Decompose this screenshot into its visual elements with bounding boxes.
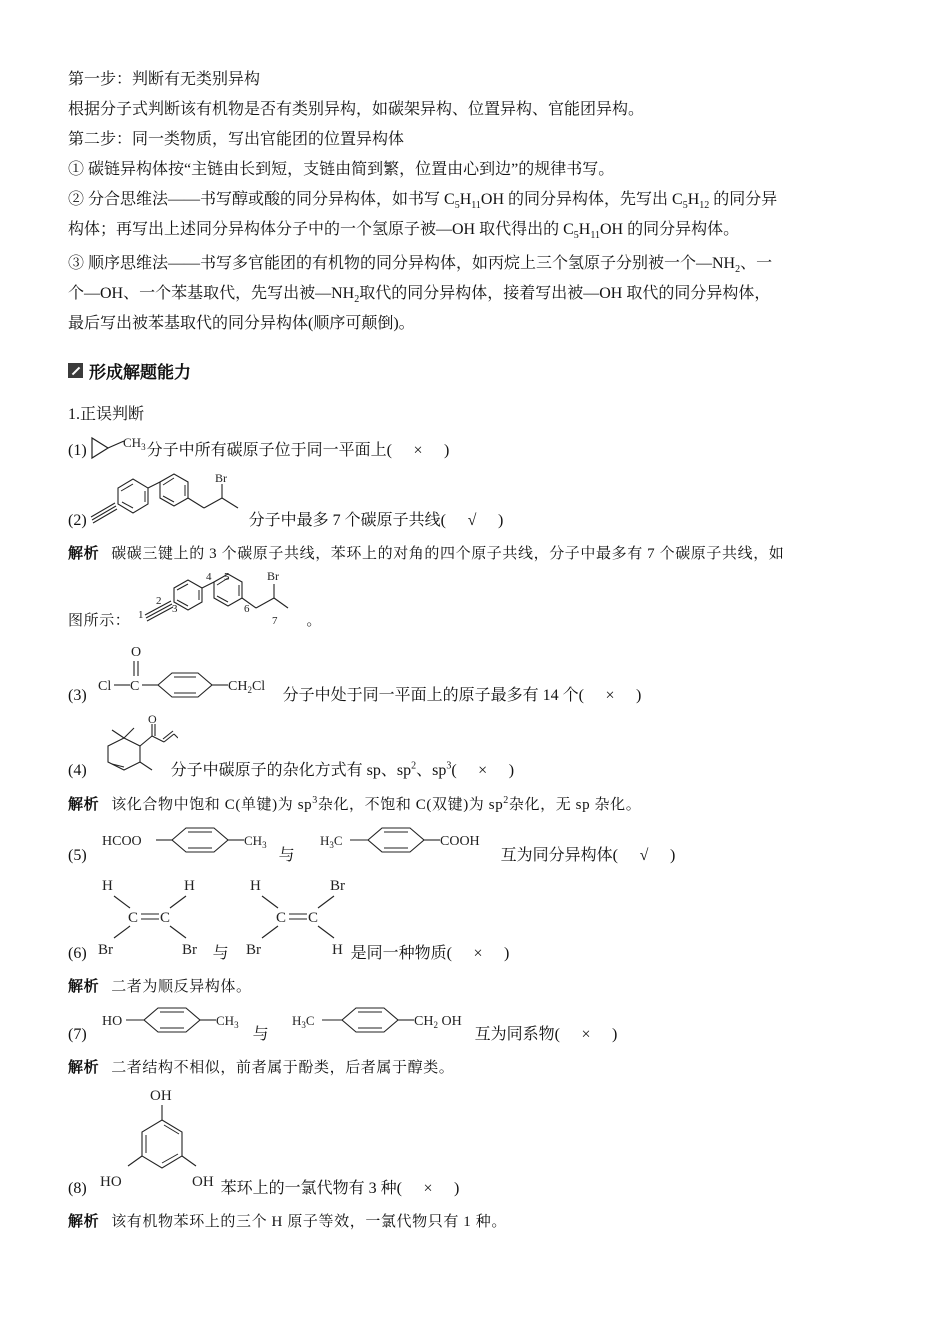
section-title: 形成解题能力	[89, 363, 191, 383]
atom-number: 6	[244, 603, 250, 615]
svg-text:H3C: $H_3C$	[320, 833, 343, 850]
svg-text:CH2 OH: $CH_2$ OH	[414, 1014, 462, 1030]
svg-text:C: C	[308, 910, 319, 926]
svg-text:H: H	[332, 942, 343, 958]
svg-text:COOH: COOH	[440, 834, 480, 849]
trans-dibromoethene-structure	[244, 870, 364, 960]
pencil-box-icon	[68, 363, 83, 378]
atom-number: 5	[224, 571, 230, 583]
svg-text:Br: Br	[246, 942, 261, 958]
chloroformyl-benzyl-chloride-structure	[94, 640, 284, 702]
atom-number: 1	[138, 609, 144, 621]
svg-text:OH: OH	[150, 1088, 172, 1104]
phloroglucinol-structure	[98, 1080, 228, 1194]
atom-number: 4	[206, 571, 212, 583]
answer-mark: ×	[423, 1180, 433, 1197]
rule3-line2: 个—OH、一个苯基取代，先写出被$—NH_2$取代的同分异构体，接着写出被—OH 取代的同分异构体，	[68, 285, 771, 306]
item-8: (8) 苯环上的一氯代物有 3 种( × )	[68, 1180, 460, 1197]
methylphenyl-formate-structure	[100, 822, 280, 862]
svg-text:Cl: Cl	[98, 679, 112, 694]
rule1: ① 碳链异构体按“主链由长到短，支链由简到繁，位置由心到边”的规律书写。	[68, 161, 615, 178]
svg-text:C: C	[130, 679, 140, 694]
section-heading	[68, 358, 191, 383]
svg-text:C: C	[160, 910, 171, 926]
step1-title: 第一步：判断有无类别异构	[68, 71, 261, 88]
item-5: (5) 与 互为同分异构体( √ )	[68, 847, 676, 864]
svg-text:C: C	[276, 910, 287, 926]
explain-8: 解析 该有机物苯环上的三个 H 原子等效，一氯代物只有 1 种。	[68, 1212, 507, 1230]
svg-text:Br: Br	[182, 942, 197, 958]
answer-mark: ×	[605, 687, 615, 704]
explain-7: 解析 二者结构不相似，前者属于酚类，后者属于醇类。	[68, 1058, 455, 1076]
svg-text:C: C	[128, 910, 139, 926]
answer-mark: ×	[478, 762, 488, 779]
answer-mark: ×	[581, 1026, 591, 1043]
svg-text:Br: Br	[98, 942, 113, 958]
explain-2-line1: 解析 碳碳三键上的 3 个碳原子共线，苯环上的对角的四个原子共线，分子中最多有 7 个碳原子共线，如	[68, 544, 785, 562]
rule3-line3: 最后写出被苯基取代的同分异构体(顺序可颠倒)。	[68, 315, 415, 332]
br-label: Br	[215, 471, 227, 485]
atom-number: 7	[272, 615, 278, 627]
svg-text:O: O	[148, 712, 157, 726]
svg-text:HCOO: HCOO	[102, 834, 142, 849]
step1-text: 根据分子式判断该有机物是否有类别异构，如碳架异构、位置异构、官能团异构。	[68, 101, 645, 118]
svg-text:H: H	[102, 878, 113, 894]
item-2: (2) 分子中最多 7 个碳原子共线( √ )	[68, 512, 504, 529]
ch3-label: $CH_3$	[123, 435, 146, 452]
explain-2-line2: 图所示： 。	[68, 613, 323, 629]
svg-text:Br: Br	[267, 569, 279, 583]
cyclopropyl-methyl-structure	[88, 432, 154, 460]
item-1: (1) 分子中所有碳原子位于同一平面上( × )	[68, 442, 450, 459]
atom-number: 3	[172, 603, 178, 615]
svg-text:H: H	[250, 878, 261, 894]
explain-4: 解析 该化合物中饱和 C(单键)为 $sp^3$杂化，不饱和 C(双键)为 $sp^2$杂化，无 sp 杂化。	[68, 795, 642, 813]
svg-text:OH: OH	[192, 1174, 214, 1190]
biphenyl-alkyne-structure	[88, 468, 258, 530]
svg-text:CH2Cl: $CH_2Cl$	[228, 679, 266, 695]
svg-text:CH3: $CH_3$	[244, 833, 267, 850]
methylbenzyl-alcohol-structure	[290, 1002, 486, 1042]
item-7: (7) 与 互为同系物( × )	[68, 1026, 618, 1043]
svg-text:H: H	[184, 878, 195, 894]
rule3-line1: ③ 顺序思维法——书写多官能团的有机物的同分异构体，如丙烷上三个氢原子分别被一个$—NH_2$、一	[68, 255, 773, 276]
ionone-ring-structure	[88, 712, 178, 778]
toluic-acid-structure	[318, 822, 504, 862]
svg-text:H3C: $H_3C$	[292, 1013, 315, 1030]
numbered-biphenyl-structure	[136, 568, 316, 628]
answer-mark: √	[639, 847, 649, 864]
item-3: (3) 分子中处于同一平面上的原子最多有 14 个( × )	[68, 687, 642, 704]
svg-text:Br: Br	[330, 878, 345, 894]
answer-mark: √	[467, 512, 477, 529]
svg-text:HO: HO	[100, 1174, 122, 1190]
rule2-line1: ② 分合思维法——书写醇或酸的同分异构体，如书写 $C_5H_{11}OH$ 的同分异构体，先写出 $C_5H_{12}$ 的同分异	[68, 191, 778, 212]
rule2-line2: 构体；再写出上述同分异构体分子中的一个氢原子被—OH 取代得出的 $C_5H_{11}OH$ 的同分异构体。	[68, 221, 740, 242]
cis-dibromoethene-structure	[96, 870, 216, 960]
svg-text:O: O	[131, 645, 142, 660]
svg-text:HO: HO	[102, 1014, 123, 1029]
step2-title: 第二步：同一类物质，写出官能团的位置异构体	[68, 131, 405, 148]
answer-mark: ×	[413, 442, 423, 459]
question-title: 1.正误判断	[68, 406, 145, 423]
atom-number: 2	[156, 595, 162, 607]
svg-text:CH3: $CH_3$	[216, 1013, 239, 1030]
explain-6: 解析 二者为顺反异构体。	[68, 977, 252, 995]
answer-mark: ×	[473, 945, 483, 962]
p-cresol-structure	[100, 1002, 256, 1042]
item-6: (6) 与 是同一种物质( × )	[68, 945, 510, 962]
item-4: (4) 分子中碳原子的杂化方式有 sp、$sp^2$、$sp^3$( × )	[68, 760, 515, 779]
